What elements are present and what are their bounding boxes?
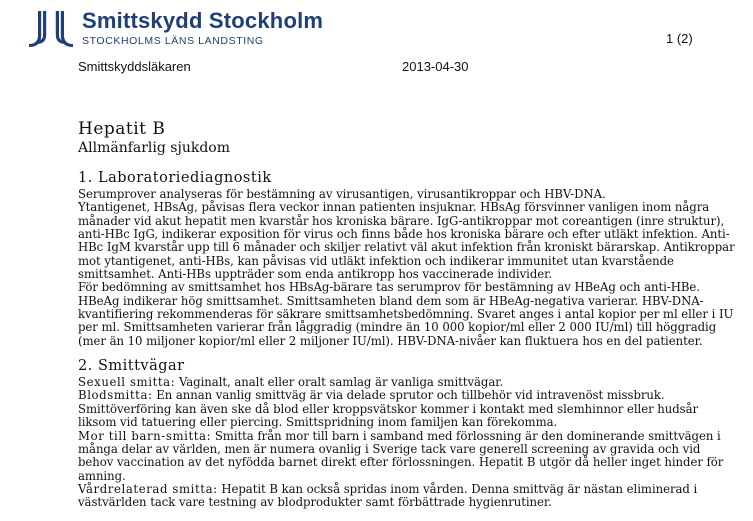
paragraph: Ytantigenet, HBsAg, påvisas flera veckor innan patienten insjuknar. HBsAg försvinner vanligen inom några månader vid akut hepatit men kvarstår hos kroniska bärare. IgG-antikroppar mot coreantigen (inre struktur), anti-HBc IgG, indikerar exposition för virus och finns både hos kroniska bärare och efter utläkt infektion. Anti-HBc IgM kvarstår upp till 6 månader och skiljer relativt väl akut infektion från kroniskt bärarskap. Antikroppar mot ytantigenet, anti-HBs, kan påvisas vid utläkt infektion och indikerar immunitet utan kvarstående smittsamhet. Anti-HBs uppträder som enda antikropp hos vaccinerade individer. (78, 200, 735, 282)
smittskydd-logo-icon (28, 11, 74, 47)
paragraph-healthcare (78, 483, 738, 510)
paragraph: För bedömning av smittsamhet hos HBsAg-bärare tas serumprov för bestämning av HBeAg och anti-HBe. HBeAg indikerar hög smittsamhet. Smittsamheten bland dem som är HBeAg-negativa varierar. HBV-DNA-kvantifiering rekommenderas för säkrare smittsamhetsbedömning. Svaret anges i antal kopior per ml eller i IU per ml. Smittsamheten varierar från låggradig (mindre än 10 000 kopior/ml eller 2 000 IU/ml) till höggradig (mer än 10 miljoner kopior/ml eller 2 miljoner IU/ml). HBV-DNA-nivåer kan fluktuera hos en del patienter. (78, 280, 734, 348)
term-label: Vårdrelaterad smitta: (78, 481, 218, 496)
section-heading-laboratory: 1. Laboratoriediagnostik (78, 170, 272, 186)
term-text: En annan vanlig smittväg är via delade sprutor och tillbehör vid intravenöst missbruk. (152, 388, 665, 403)
paragraph-sexual (78, 376, 738, 389)
term-text: Hepatit B kan också spridas inom vården. Denna smittväg är nästan eliminerad i västvärlden tack vare testning av blodprodukter samt förbättrade hygienrutiner. (78, 481, 698, 510)
document-body (78, 120, 738, 510)
document-subtitle: Allmänfarlig sjukdom (78, 140, 230, 156)
term-text: Smittöverföring kan även ske då blod eller kroppsvätskor kommer i kontakt med slemhinnor eller hudsår liksom vid tatuering eller piercing. Smittspridning inom familjen kan förekomma. (78, 401, 699, 430)
paragraph-contact (78, 403, 738, 430)
document-date: 2013-04-30 (402, 59, 469, 74)
document-title: Hepatit B (78, 119, 166, 139)
org-name: Smittskydd Stockholm (82, 8, 324, 33)
paragraph: Serumprover analyseras för bestämning av virusantigen, virusantikroppar och HBV-DNA. (78, 187, 606, 201)
term-label: Sexuell smitta: (78, 375, 176, 390)
term-text: Smitta från mor till barn i samband med förlossning är den dominerande smittvägen i många delar av världen, men är numera ovanlig i Sverige tack vare generell screening av gravida och vid behov vaccination av det nyfödda barnet direkt efter förlossningen. Hepatit B utgör då heller inget hinder för amning. (78, 428, 724, 483)
term-label: Mor till barn-smitta: (78, 428, 212, 443)
paragraph-mother-child (78, 430, 738, 483)
page-number: 1 (2) (666, 31, 693, 46)
document-author: Smittskyddsläkaren (78, 59, 191, 74)
org-subtitle: STOCKHOLMS LÄNS LANDSTING (82, 35, 264, 47)
term-text: Vaginalt, analt eller oralt samlag är vanliga smittvägar. (175, 375, 504, 390)
paragraph-blood (78, 389, 738, 402)
org-logo (28, 10, 323, 47)
section-heading-transmission: 2. Smittvägar (78, 358, 185, 375)
term-label: Blodsmitta: (78, 388, 153, 403)
